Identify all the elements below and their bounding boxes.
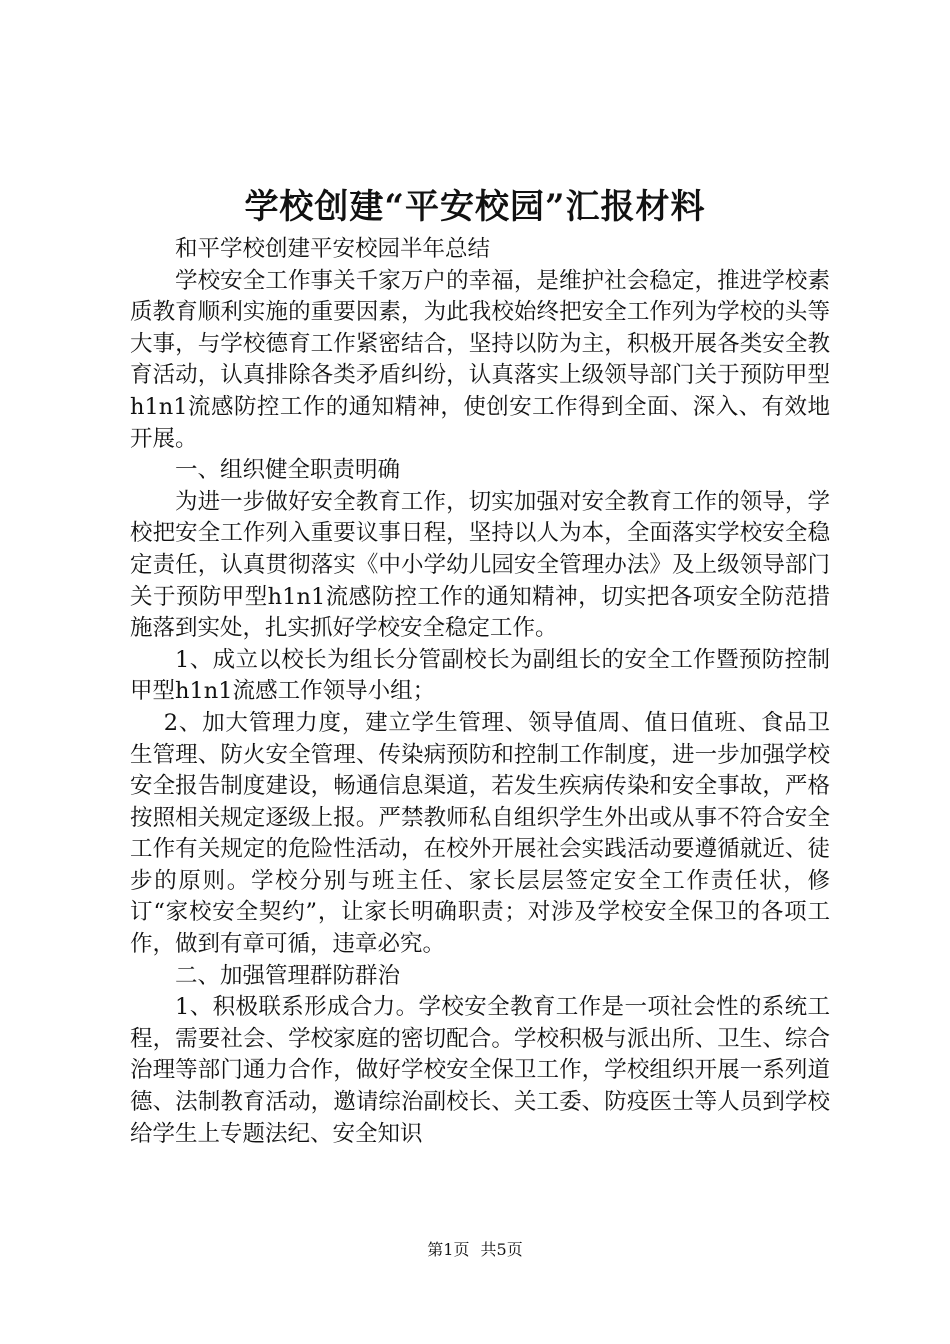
- paragraph-section-1: 为进一步做好安全教育工作，切实加强对安全教育工作的领导，学校把安全工作列入重要议事日程，坚持以人为本，全面落实学校安全稳定责任，认真贯彻落实《中小学幼儿园安全管理办法》及上级领导部门关于预防甲型h1n1流感防控工作的通知精神，切实把各项安全防范措施落到实处，扎实抓好学校安全稳定工作。: [130, 488, 830, 642]
- paragraph-subtitle: 和平学校创建平安校园半年总结: [175, 236, 491, 262]
- page-total: 共5页: [480, 1240, 523, 1259]
- page-number: 第1页: [427, 1240, 470, 1259]
- list-item-1: 1、成立以校长为组长分管副校长为副组长的安全工作暨预防控制甲型h1n1流感工作领导小组；: [130, 646, 830, 705]
- page-footer: [0, 1240, 950, 1260]
- document-body: [130, 234, 830, 1150]
- section-heading-2: 二、加强管理群防群治: [175, 962, 401, 989]
- paragraph-section-2-item-1: 1、积极联系形成合力。学校安全教育工作是一项社会性的系统工程，需要社会、学校家庭的密切配合。学校积极与派出所、卫生、综合治理等部门通力合作，做好学校安全保卫工作，学校组织开展一系列道德、法制教育活动，邀请综治副校长、关工委、防疫医士等人员到学校给学生上专题法纪、安全知识: [130, 994, 830, 1147]
- paragraph-intro: 学校安全工作事关千家万户的幸福，是维护社会稳定，推进学校素质教育顺利实施的重要因素，为此我校始终把安全工作列为学校的头等大事，与学校德育工作紧密结合，坚持以防为主，积极开展各类安全教育活动，认真排除各类矛盾纠纷，认真落实上级领导部门关于预防甲型h1n1流感防控工作的通知精神，使创安工作得到全面、深入、有效地开展。: [130, 267, 830, 452]
- section-heading-1: 一、组织健全职责明确: [175, 457, 401, 484]
- list-item-2: 2、加大管理力度，建立学生管理、领导值周、值日值班、食品卫生管理、防火安全管理、传染病预防和控制工作制度，进一步加强学校安全报告制度建设，畅通信息渠道，若发生疾病传染和安全事故，严格按照相关规定逐级上报。严禁教师私自组织学生外出或从事不符合安全工作有关规定的危险性活动，在校外开展社会实践活动要遵循就近、徒步的原则。学校分别与班主任、家长层层签定安全工作责任状，修订“家校安全契约”，让家长明确职责；对涉及学校安全保卫的各项工作，做到有章可循，违章必究。: [130, 709, 830, 958]
- document-title: 学校创建“平安校园”汇报材料: [244, 187, 706, 227]
